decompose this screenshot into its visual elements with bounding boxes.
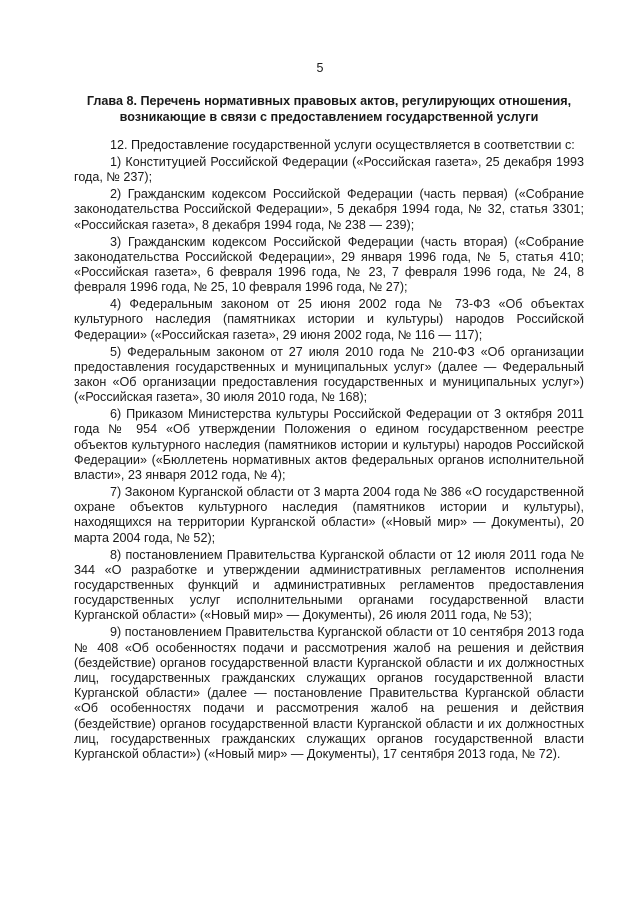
document-body (74, 138, 584, 762)
list-item-1: 1) Конституцией Российской Федерации («Российская газета», 25 декабря 1993 года, № 237); (74, 155, 584, 185)
list-item-2: 2) Гражданским кодексом Российской Федерации (часть первая) («Собрание законодательства Российской Федерации», 5 декабря 1994 года, № 32, статья 3301; «Российская газета», 8 декабря 1994 года, № 238 — 239); (74, 187, 584, 232)
list-item-5: 5) Федеральным законом от 27 июля 2010 года № 210-ФЗ «Об организации предоставления государственных и муниципальных услуг» (далее — Федеральный закон «Об организации предоставления государственных и муниципальных услуг») («Российская газета», 30 июля 2010 года, № 168); (74, 344, 584, 405)
chapter-heading: Глава 8. Перечень нормативных правовых актов, регулирующих отношения, возникающие в связи с предоставлением государственной услуги (86, 94, 572, 124)
list-item-4: 4) Федеральным законом от 25 июня 2002 года № 73-ФЗ «Об объектах культурного наследия (памятниках истории и культуры) народов Российской Федерации» («Российская газета», 29 июня 2002 года, № 116 — 117); (74, 297, 584, 342)
list-item-6: 6) Приказом Министерства культуры Российской Федерации от 3 октября 2011 года № 954 «Об утверждении Положения о едином государственном реестре объектов культурного наследия (памятников истории и культуры) народов Российской Федерации» («Бюллетень нормативных актов федеральных органов исполнительной власти», 23 января 2012 года, № 4); (74, 407, 584, 483)
paragraph-12-intro: 12. Предоставление государственной услуги осуществляется в соответствии с: (110, 138, 575, 152)
list-item-9: 9) постановлением Правительства Курганской области от 10 сентября 2013 года № 408 «Об особенностях подачи и рассмотрения жалоб на решения и действия (бездействие) органов государственной власти Курганской области и их должностных лиц, государственных гражданских служащих органов государственной власти Курганской области» (далее — постановление Правительства Курганской области «Об особенностях подачи и рассмотрения жалоб на решения и действия (бездействие) органов государственной власти Курганской области и их должностных лиц, государственных гражданских служащих органов государственной власти Курганской области») («Новый мир» — Документы), 17 сентября 2013 года, № 72). (74, 625, 584, 762)
list-item-3: 3) Гражданским кодексом Российской Федерации (часть вторая) («Собрание законодательства Российской Федерации», 29 января 1996 года, № 5, статья 410; «Российская газета», 6 февраля 1996 года, № 23, 7 февраля 1996 года, № 24, 8 февраля 1996 года, № 25, 10 февраля 1996 года, № 27); (74, 234, 584, 295)
page-number: 5 (316, 61, 324, 75)
list-item-7: 7) Законом Курганской области от 3 марта 2004 года № 386 «О государственной охране объектов культурного наследия (памятников истории и культуры), находящихся на территории Курганской области» («Новый мир» — Документы), 20 марта 2004 года, № 52); (74, 485, 584, 545)
list-item-8: 8) постановлением Правительства Курганской области от 12 июля 2011 года № 344 «О разработке и утверждении административных регламентов исполнения государственных функций и административных регламентов предоставления государственных услуг исполнительными органами государственной власти Курганской области» («Новый мир» — Документы), 26 июля 2011 года, № 53); (74, 547, 584, 623)
